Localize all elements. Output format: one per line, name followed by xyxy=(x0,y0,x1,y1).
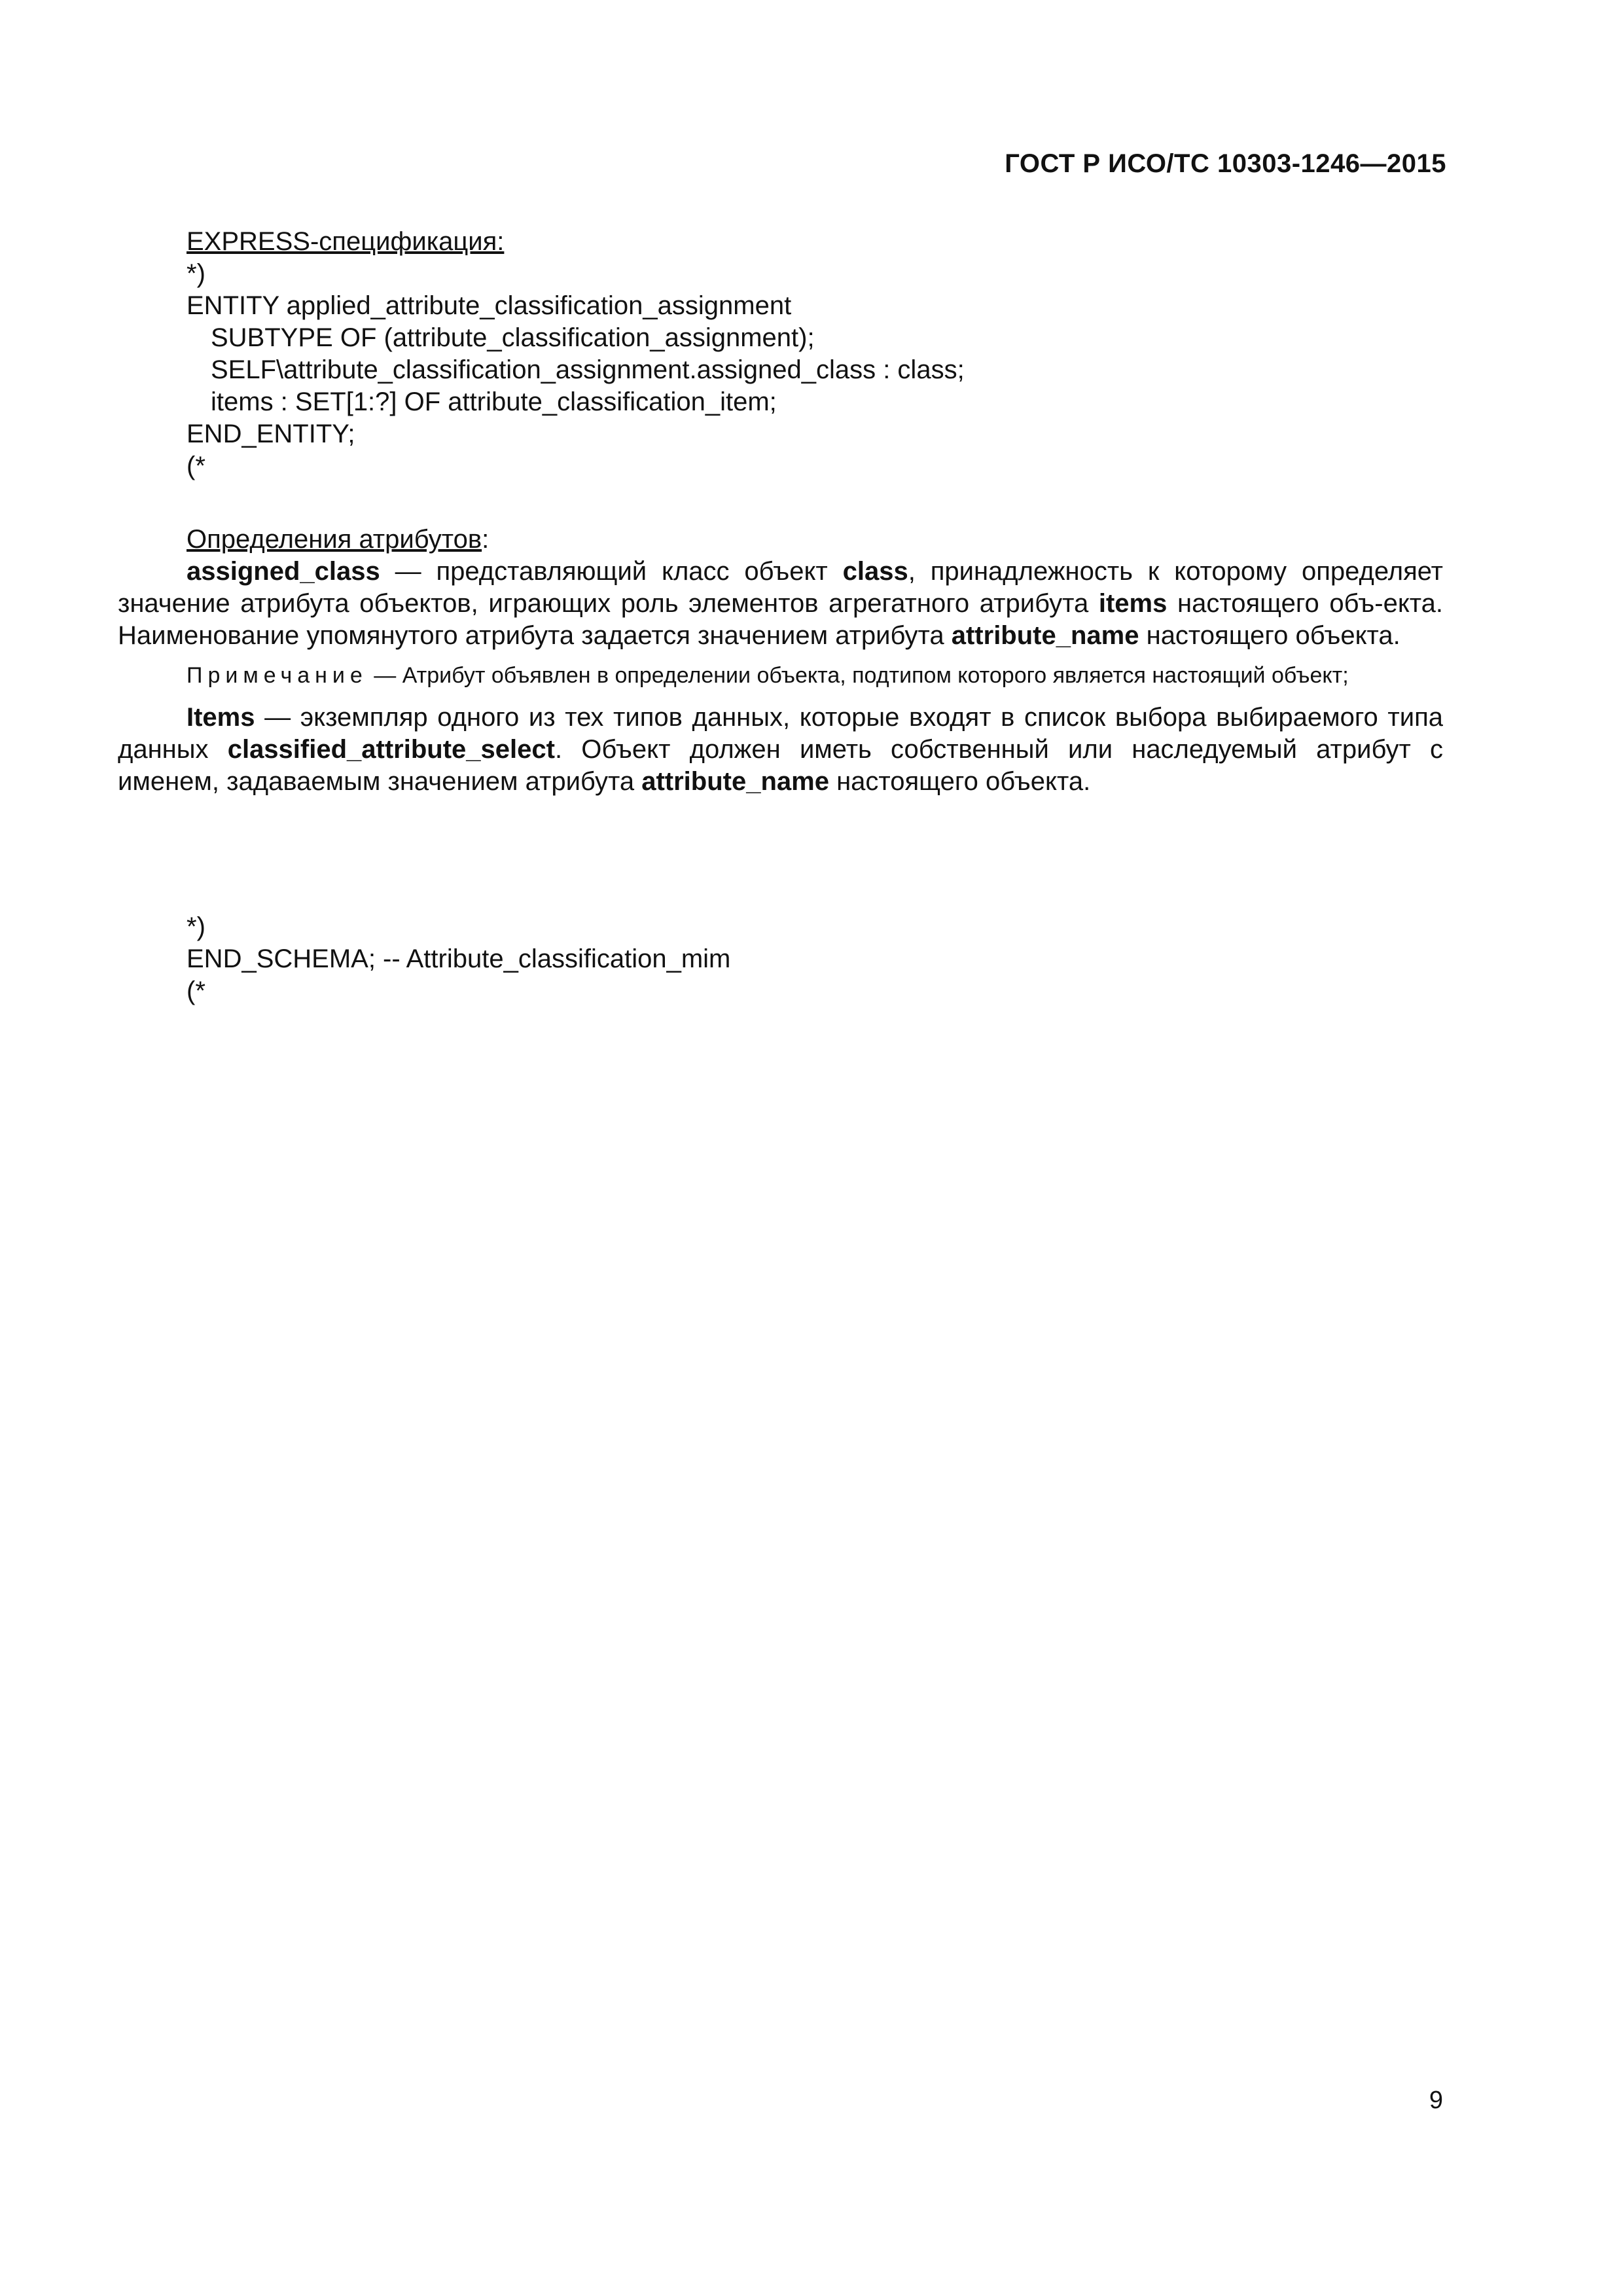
term-assigned-class: assigned_class xyxy=(187,557,380,586)
code-line: END_ENTITY; xyxy=(187,420,355,448)
term-items: items xyxy=(1098,589,1168,618)
definitions-heading-colon: : xyxy=(482,525,490,554)
code-line: (* xyxy=(187,977,205,1005)
code-line: (* xyxy=(187,452,205,480)
term-attribute-name: attribute_name xyxy=(641,767,829,796)
definition-text: настоящего объекта. xyxy=(1139,621,1400,650)
assigned-class-definition xyxy=(118,556,1443,652)
definition-text: — экземпляр одного из тех типов данных, которые входят в список выбора выбираемого типа данных xyxy=(118,703,1443,764)
definitions-heading-line xyxy=(118,524,1443,556)
code-line: *) xyxy=(187,259,205,288)
term-class: class xyxy=(842,557,908,586)
note-label: Примечание xyxy=(187,663,368,688)
definition-text: настоящего объ-екта. Наименование упомянутого атрибута задается значением атрибута xyxy=(118,589,1444,650)
term-classified-attribute-select: classified_attribute_select xyxy=(227,735,555,764)
note-text: — Атрибут объявлен в определении объекта, подтипом которого является настоящий объект; xyxy=(367,663,1349,688)
definitions-heading: Определения атрибутов xyxy=(187,525,482,554)
code-line: SELF\attribute_classification_assignment.assigned_class : class; xyxy=(211,355,965,384)
definition-text: — представляющий класс объект xyxy=(380,557,843,586)
page-number: 9 xyxy=(1429,2087,1443,2114)
code-line: END_SCHEMA; -- Attribute_classification_mim xyxy=(187,944,731,973)
standard-id-header: ГОСТ Р ИСО/ТС 10303-1246—2015 xyxy=(1005,149,1446,178)
code-line: items : SET[1:?] OF attribute_classification_item; xyxy=(211,387,777,416)
term-items-heading: Items xyxy=(187,703,255,732)
express-block xyxy=(118,226,1443,482)
term-attribute-name: attribute_name xyxy=(951,621,1139,650)
code-line: *) xyxy=(187,912,205,941)
express-heading: EXPRESS-спецификация: xyxy=(187,227,505,256)
note-paragraph xyxy=(118,661,1443,690)
definition-text: . Объект должен иметь собственный или наследуемый атрибут с именем, задаваемым значением атрибута xyxy=(118,735,1443,796)
definition-text: , принадлежность к которому определяет значение атрибута объектов, играющих роль элементов агрегатного атрибута xyxy=(118,557,1443,618)
code-line: ENTITY applied_attribute_classification_assignment xyxy=(187,291,792,320)
code-line: SUBTYPE OF (attribute_classification_assignment); xyxy=(211,323,815,352)
definition-text: настоящего объекта. xyxy=(829,767,1091,796)
schema-end-block xyxy=(118,911,1443,1007)
items-definition xyxy=(118,702,1443,798)
definitions-block xyxy=(118,524,1443,798)
